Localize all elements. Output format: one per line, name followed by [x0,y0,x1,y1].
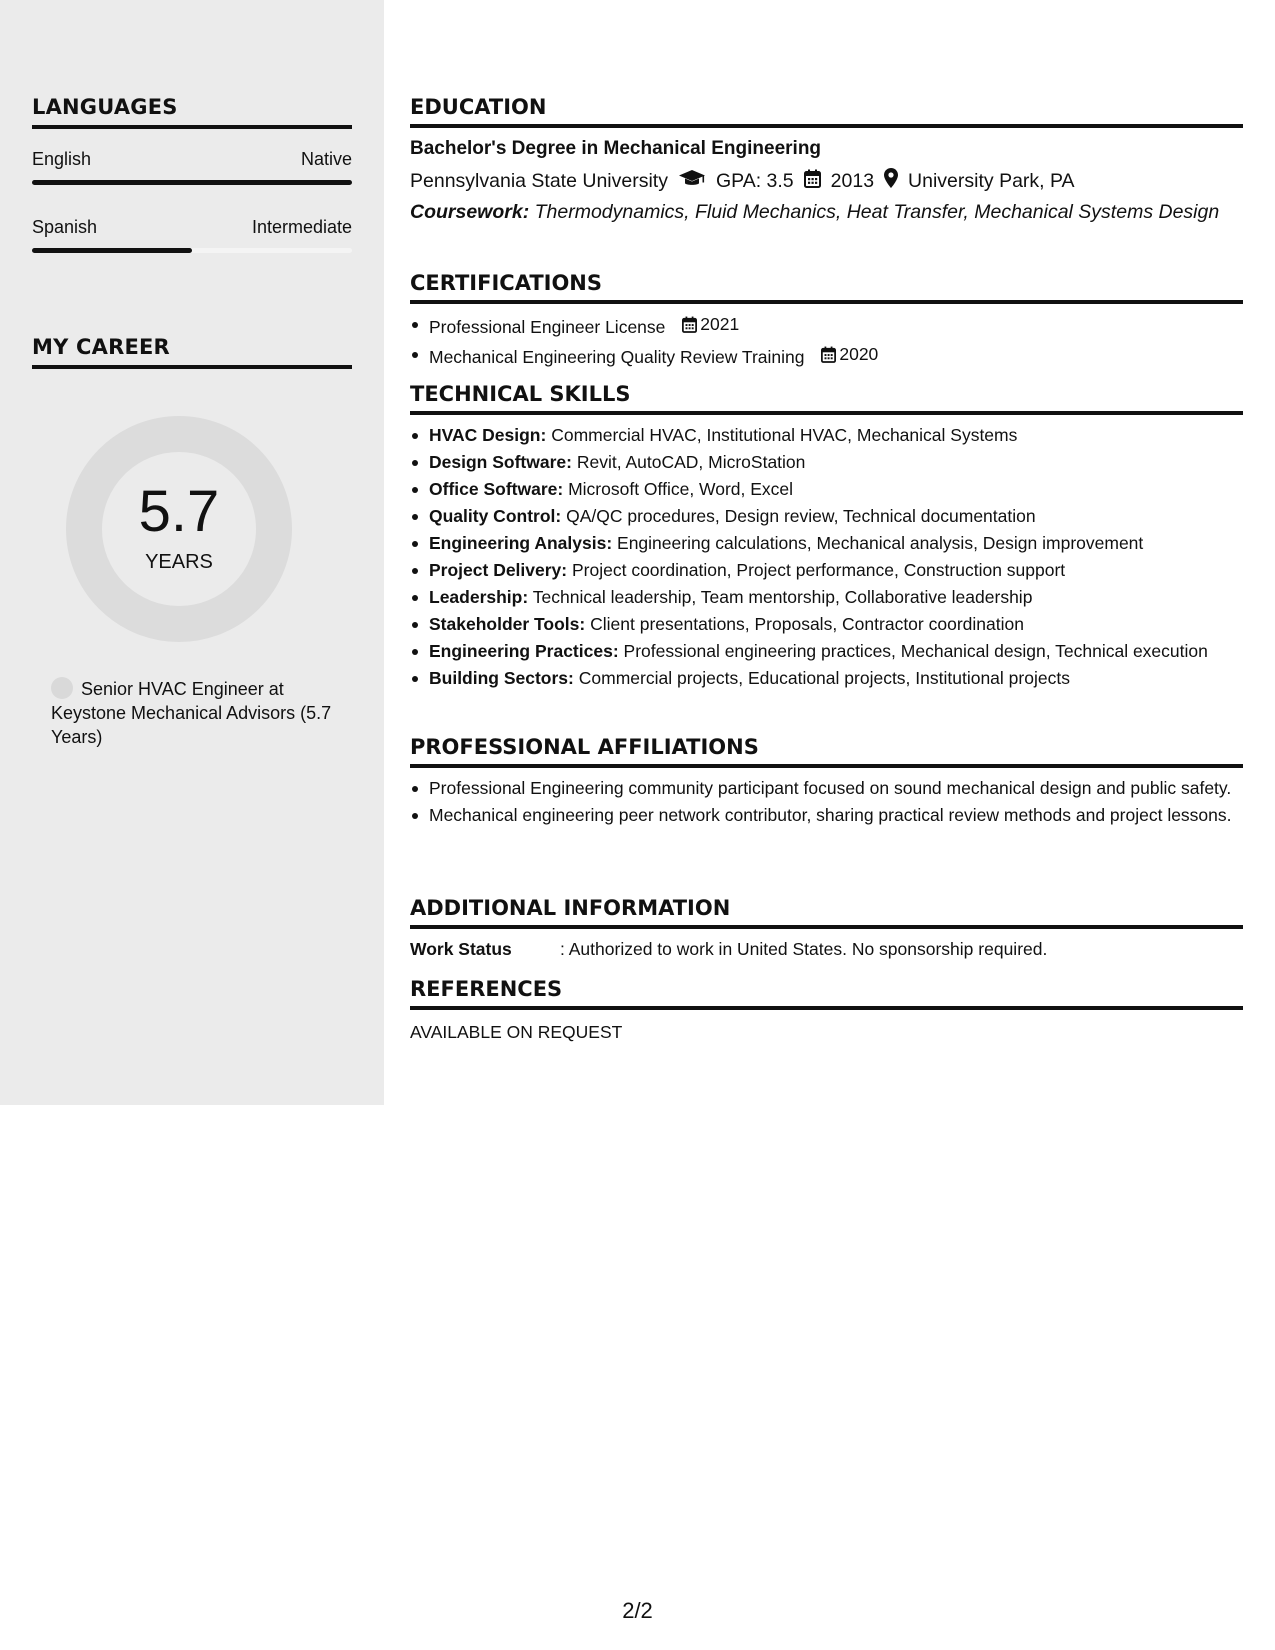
language-proficiency-fill [32,248,192,253]
certification-year: 2020 [839,343,879,364]
skill-item [410,477,1243,502]
technical-skills-title: TECHNICAL SKILLS [410,382,1243,415]
certification-year: 2021 [700,314,740,334]
certification-item [410,342,1243,369]
skill-label: Leadership: [429,587,529,607]
language-item [32,149,352,185]
skill-text: Client presentations, Proposals, Contractor coordination [590,614,1024,634]
skill-item [410,666,1243,691]
education-year: 2013 [830,169,875,192]
career-dot-icon [51,677,73,699]
map-pin-icon [884,168,898,194]
language-proficiency-fill [32,180,352,185]
career-entry [51,677,341,749]
certifications-list [410,312,1243,369]
skill-item [410,612,1243,637]
skill-text: Microsoft Office, Word, Excel [568,479,794,499]
skill-item [410,531,1243,556]
education-title: EDUCATION [410,95,1243,128]
career-title: MY CAREER [32,335,352,369]
affiliations-list [410,776,1243,828]
skill-label: Quality Control: [429,506,562,526]
skill-item [410,585,1243,610]
skill-text: Commercial HVAC, Institutional HVAC, Mechanical Systems [551,425,1018,445]
work-status-row [410,939,1243,960]
language-name: Spanish [32,217,98,237]
affiliations-title: PROFESSIONAL AFFILIATIONS [410,735,1243,768]
education-location: University Park, PA [908,169,1075,192]
skill-item [410,423,1243,448]
skill-text: QA/QC procedures, Design review, Technical documentation [566,506,1036,526]
coursework-label: Coursework: [410,201,530,223]
education-degree: Bachelor's Degree in Mechanical Engineering [410,138,822,159]
calendar-icon [804,169,821,194]
career-years-donut [66,416,292,642]
coursework-text: Thermodynamics, Fluid Mechanics, Heat Transfer, Mechanical Systems Design [534,201,1220,223]
skill-text: Professional engineering practices, Mechanical design, Technical execution [623,641,1208,661]
references-text: AVAILABLE ON REQUEST [410,1022,623,1042]
language-item [32,217,352,253]
skill-text: Project coordination, Project performance, Construction support [572,560,1066,580]
page-number: 2/2 [622,1598,653,1623]
career-section [32,335,352,369]
languages-section [32,95,352,253]
skill-label: Design Software: [429,452,572,472]
skill-item [410,504,1243,529]
skill-label: HVAC Design: [429,425,547,445]
skill-item [410,558,1243,583]
education-school: Pennsylvania State University [410,169,668,192]
work-status-label: Work Status [410,939,512,959]
skill-label: Engineering Analysis: [429,533,613,553]
skill-label: Engineering Practices: [429,641,619,661]
skill-item [410,639,1243,664]
skill-text: Engineering calculations, Mechanical analysis, Design improvement [617,533,1144,553]
skill-text: Technical leadership, Team mentorship, Collaborative leadership [532,587,1033,607]
language-proficiency-bar [32,248,352,253]
career-entry-text: Senior HVAC Engineer at Keystone Mechanical Advisors (5.7 Years) [51,679,332,747]
language-level: Native [300,149,352,169]
skill-label: Office Software: [429,479,564,499]
references-section [410,977,1243,1043]
certification-name: Mechanical Engineering Quality Review Training [429,346,805,367]
work-status-value: : Authorized to work in United States. No sponsorship required. [560,939,1048,959]
language-proficiency-bar [32,180,352,185]
certification-item [410,312,1243,339]
certification-name: Professional Engineer License [429,316,666,337]
skill-item [410,450,1243,475]
languages-title: LANGUAGES [32,95,352,129]
additional-info-title: ADDITIONAL INFORMATION [410,896,1243,929]
additional-info-section [410,896,1243,960]
education-coursework [410,200,1243,225]
skill-label: Project Delivery: [429,560,568,580]
language-name: English [32,149,92,169]
calendar-icon [682,316,697,333]
language-level: Intermediate [251,217,352,237]
skill-text: Commercial projects, Educational projects, Institutional projects [578,668,1070,688]
graduation-cap-icon [678,169,706,193]
sidebar [0,0,384,1105]
certifications-title: CERTIFICATIONS [410,271,1243,304]
technical-skills-list [410,423,1243,691]
education-section [410,95,1243,225]
education-details [410,168,1243,194]
affiliation-item: Mechanical engineering peer network contributor, sharing practical review methods and project lessons. [410,803,1243,828]
education-gpa: GPA: 3.5 [715,169,794,192]
affiliations-section [410,735,1243,830]
career-years-value: 5.7 [138,479,220,544]
calendar-icon [821,346,836,363]
skill-label: Stakeholder Tools: [429,614,586,634]
references-title: REFERENCES [410,977,1243,1010]
skill-label: Building Sectors: [429,668,574,688]
technical-skills-section [410,382,1243,693]
career-years-unit: YEARS [145,551,213,573]
affiliation-item: Professional Engineering community participant focused on sound mechanical design and public safety. [410,776,1243,801]
certifications-section [410,271,1243,372]
skill-text: Revit, AutoCAD, MicroStation [576,452,806,472]
